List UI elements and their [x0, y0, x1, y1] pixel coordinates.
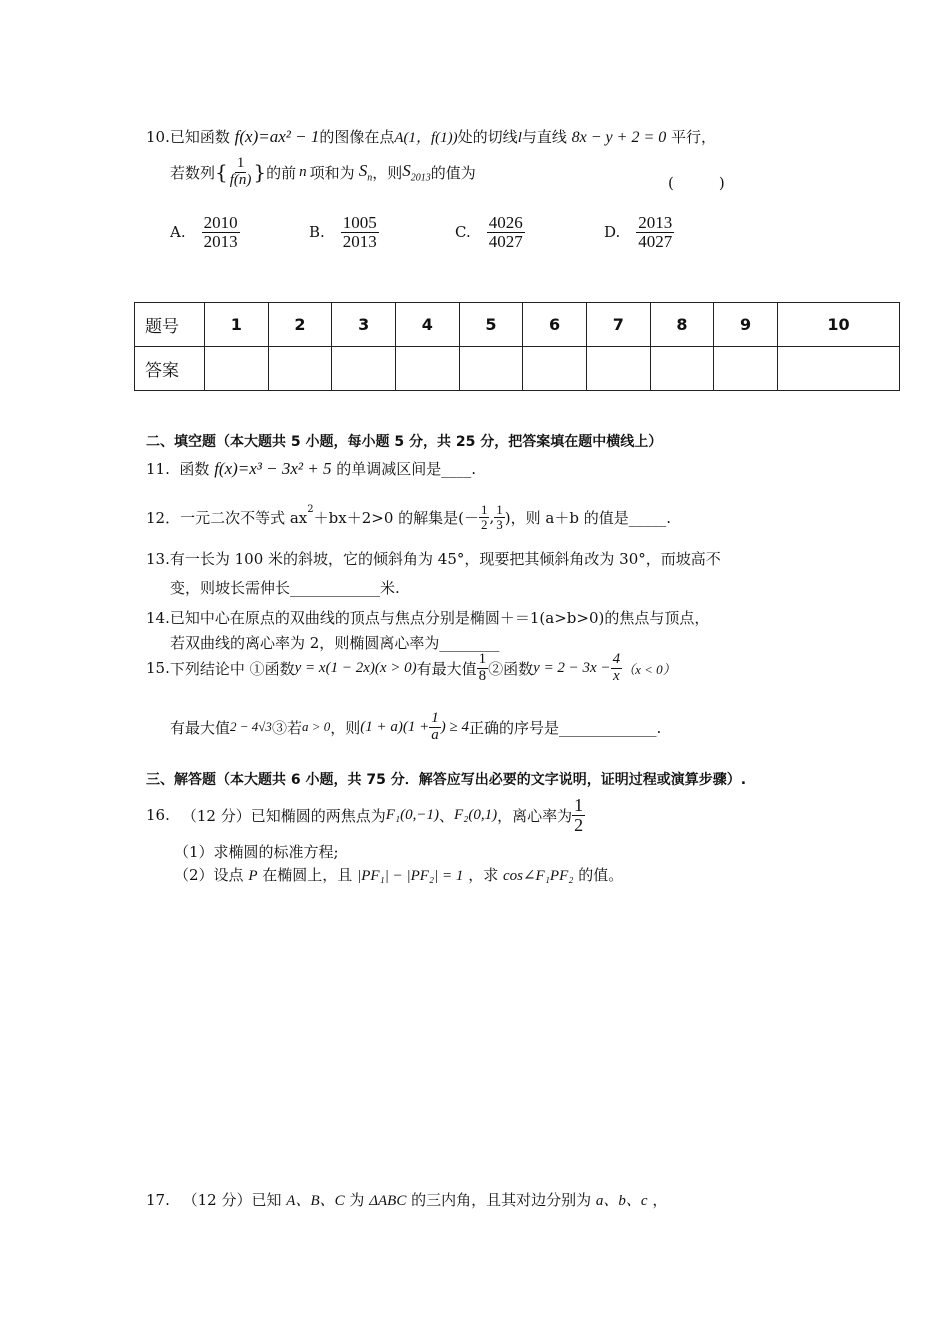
- question-number-header: 题号: [135, 303, 205, 347]
- table-cell: 7: [586, 303, 650, 347]
- table-cell: 10: [777, 303, 899, 347]
- q13-line2: 变，则坡长需伸长____________米.: [170, 579, 400, 597]
- answer-cell[interactable]: [586, 347, 650, 391]
- q15-line1: 15. 下列结论中 ①函数 y = x(1 − 2x)(x > 0) 有最大值 $\frac{1}{8}$ ②函数 y = 2 − 3x − $\frac{4}{x}$ （x < 0）: [146, 651, 676, 684]
- q10-option-b: B. $\frac{1005}{2013}$: [309, 213, 377, 251]
- q12: 12． 一元二次不等式 ax $^2$ ＋bx＋2>0 的解集是(－ $\frac{1}{2}$ , $\frac{1}{3}$ )，则 a＋b 的值是_____.: [146, 502, 671, 532]
- q16-sub1: （1）求椭圆的标准方程;: [174, 843, 339, 861]
- table-cell: 1: [205, 303, 269, 347]
- section2-title: 二、填空题（本大题共 5 小题，每小题 5 分，共 25 分，把答案填在题中横线上）: [146, 434, 663, 450]
- table-cell: 3: [332, 303, 396, 347]
- section3-title: 三、解答题（本大题共 6 小题，共 75 分．解答应写出必要的文字说明，证明过程或演算步骤）.: [146, 772, 747, 788]
- q11: 11. 函数 f(x)=x³ − 3x² + 5 的单调减区间是____.: [146, 459, 477, 478]
- q10-option-a: A. $\frac{2010}{2013}$: [170, 213, 238, 251]
- q14-line1: 14.已知中心在原点的双曲线的顶点与焦点分别是椭圆＋＝1(a>b>0)的焦点与顶点，: [146, 609, 710, 627]
- answer-cell[interactable]: [777, 347, 899, 391]
- q16-line1: 16. （12 分）已知椭圆的两焦点为 F₁(0,−1) 、 F₂(0,1) ，离心率为 $\frac{1}{2}$: [146, 795, 584, 835]
- table-cell: 4: [395, 303, 459, 347]
- answer-table-number-row: [135, 303, 900, 347]
- answer-cell[interactable]: [268, 347, 332, 391]
- table-cell: 8: [650, 303, 714, 347]
- answer-cell[interactable]: [714, 347, 778, 391]
- q13-line1: 13.有一长为 100 米的斜坡，它的倾斜角为 45°，现要把其倾斜角改为 30°，而坡高不: [146, 550, 721, 568]
- q10-number: 10.: [146, 128, 170, 146]
- answer-header: 答案: [135, 347, 205, 391]
- answer-cell[interactable]: [523, 347, 587, 391]
- table-cell: 5: [459, 303, 523, 347]
- q10-answer-paren: ( ): [668, 174, 725, 192]
- q16-sub2: （2）设点 P 在椭圆上，且 |PF₁| − |PF₂| = 1 ，求 cos∠F₁PF₂ 的值。: [174, 866, 624, 884]
- q10-line1: 10.已知函数 f(x)=ax² − 1的图像在点A(1，f(1))处的切线l与直线 8x − y + 2 = 0 平行，: [146, 127, 717, 146]
- table-cell: 6: [523, 303, 587, 347]
- table-cell: 9: [714, 303, 778, 347]
- answer-cell[interactable]: [205, 347, 269, 391]
- q17: 17. （12 分）已知 A、B、C 为 ΔABC 的三内角，且其对边分别为 a、b、c ，: [146, 1191, 668, 1209]
- q14-line2: 若双曲线的离心率为 2，则椭圆离心率为________: [170, 634, 500, 652]
- answer-table-answer-row: [135, 347, 900, 391]
- answer-cell[interactable]: [395, 347, 459, 391]
- answer-cell[interactable]: [650, 347, 714, 391]
- q10-option-c: C. $\frac{4026}{4027}$: [455, 213, 523, 251]
- answer-cell[interactable]: [459, 347, 523, 391]
- q10-option-d: D. $\frac{2013}{4027}$: [604, 213, 673, 251]
- q10-line2: 若数列 { $\frac{1}{f(n)}$ } 的前 n 项和为 $S_n$ ，则 $S_{2013}$ 的值为: [170, 155, 476, 188]
- table-cell: 2: [268, 303, 332, 347]
- answer-table: [134, 302, 900, 391]
- q10-seq-fraction: $\frac{1}{f(n)}$: [229, 155, 252, 188]
- answer-cell[interactable]: [332, 347, 396, 391]
- q15-line2: 有最大值 2 − 4√3 ③若 a > 0 ，则 (1 + a)(1 + $\frac{1}{a}$ ) ≥ 4 正确的序号是_____________.: [170, 710, 662, 743]
